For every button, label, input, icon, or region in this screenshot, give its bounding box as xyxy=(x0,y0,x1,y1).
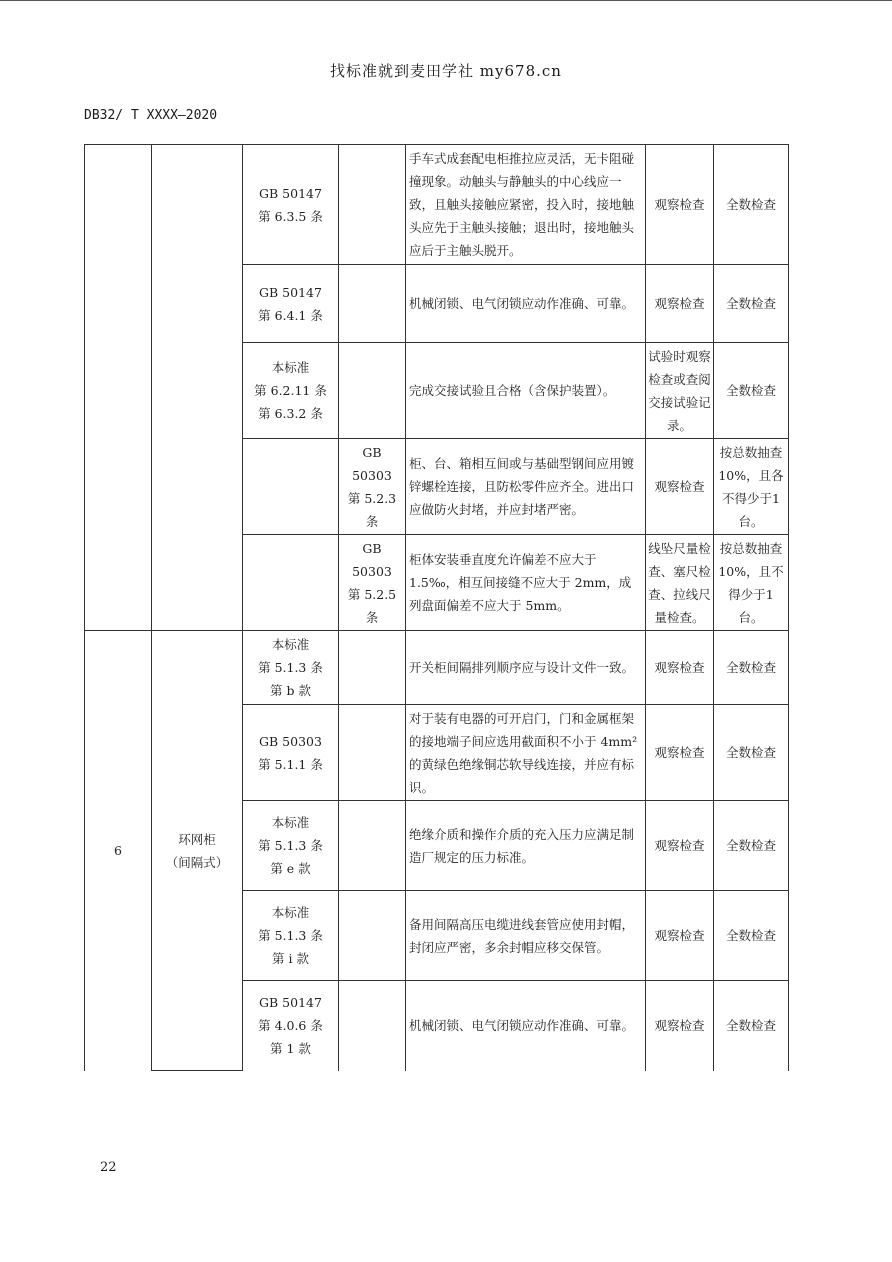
requirement-cell: 手车式成套配电柜推拉应灵活，无卡阻碰撞现象。动触头与静触头的中心线应一致，且触头接触应紧密，投入时，接地触头应先于主触头接触；退出时，接地触头应后于主触头脱开。 xyxy=(406,145,646,265)
quantity-cell: 全数检查 xyxy=(714,801,789,891)
method-cell: 观察检查 xyxy=(646,981,714,1071)
table-row xyxy=(85,145,789,265)
page-number: 22 xyxy=(100,1160,117,1175)
requirement-cell: 柜、台、箱相互间或与基础型钢间应用镀锌螺栓连接，且防松零件应齐全。进出口应做防火封堵，并应封堵严密。 xyxy=(406,439,646,535)
quantity-cell: 全数检查 xyxy=(714,631,789,705)
document-id: DB32/ T XXXX—2020 xyxy=(84,108,218,123)
quantity-cell: 按总数抽查10%，且各不得少于1台。 xyxy=(714,439,789,535)
basis-cell: 本标准 第 5.1.3 条 第 i 款 xyxy=(243,891,339,981)
requirement-cell: 机械闭锁、电气闭锁应动作准确、可靠。 xyxy=(406,981,646,1071)
requirement-cell: 机械闭锁、电气闭锁应动作准确、可靠。 xyxy=(406,265,646,343)
basis-cell: 本标准 第 6.2.11 条 第 6.3.2 条 xyxy=(243,343,339,439)
requirement-cell: 开关柜间隔排列顺序应与设计文件一致。 xyxy=(406,631,646,705)
inspection-table xyxy=(84,144,789,1071)
item-name-cell: 环网柜 （间隔式） xyxy=(152,631,243,1071)
basis-cell: 本标准 第 5.1.3 条 第 e 款 xyxy=(243,801,339,891)
basis2-cell: GB 50303 第 5.2.5 条 xyxy=(339,535,406,631)
basis2-cell xyxy=(339,705,406,801)
table-row xyxy=(85,631,789,705)
quantity-cell: 全数检查 xyxy=(714,981,789,1071)
quantity-cell: 全数检查 xyxy=(714,265,789,343)
basis2-cell xyxy=(339,265,406,343)
basis2-cell: GB 50303 第 5.2.3 条 xyxy=(339,439,406,535)
basis-cell: GB 50303 第 5.1.1 条 xyxy=(243,705,339,801)
method-cell: 观察检查 xyxy=(646,145,714,265)
quantity-cell: 全数检查 xyxy=(714,891,789,981)
method-cell: 观察检查 xyxy=(646,891,714,981)
basis2-cell xyxy=(339,145,406,265)
basis-cell: GB 50147 第 6.4.1 条 xyxy=(243,265,339,343)
method-cell: 试验时观察检查或查阅交接试验记录。 xyxy=(646,343,714,439)
watermark-header: 找标准就到麦田学社 my678.cn xyxy=(330,62,562,80)
basis2-cell xyxy=(339,631,406,705)
quantity-cell: 全数检查 xyxy=(714,343,789,439)
basis-cell: 本标准 第 5.1.3 条 第 b 款 xyxy=(243,631,339,705)
basis-cell: GB 50147 第 4.0.6 条 第 1 款 xyxy=(243,981,339,1071)
requirement-cell: 完成交接试验且合格（含保护装置）。 xyxy=(406,343,646,439)
quantity-cell: 全数检查 xyxy=(714,145,789,265)
requirement-cell: 备用间隔高压电缆进线套管应使用封帽，封闭应严密，多余封帽应移交保管。 xyxy=(406,891,646,981)
basis2-cell xyxy=(339,343,406,439)
requirement-cell: 对于装有电器的可开启门，门和金属框架的接地端子间应选用截面积不小于 4mm² 的黄绿色绝缘铜芯软导线连接，并应有标识。 xyxy=(406,705,646,801)
method-cell: 观察检查 xyxy=(646,705,714,801)
quantity-cell: 按总数抽查10%，且不得少于1台。 xyxy=(714,535,789,631)
method-cell: 观察检查 xyxy=(646,265,714,343)
basis-cell xyxy=(243,535,339,631)
basis2-cell xyxy=(339,891,406,981)
top-border-line xyxy=(0,0,892,1)
item-name-cell xyxy=(152,145,243,631)
requirement-cell: 柜体安装垂直度允许偏差不应大于1.5‰，相互间接缝不应大于 2mm，成列盘面偏差不应大于 5mm。 xyxy=(406,535,646,631)
method-cell: 观察检查 xyxy=(646,439,714,535)
basis-cell: GB 50147 第 6.3.5 条 xyxy=(243,145,339,265)
item-number-cell: 6 xyxy=(85,631,152,1071)
basis2-cell xyxy=(339,801,406,891)
method-cell: 观察检查 xyxy=(646,631,714,705)
quantity-cell: 全数检查 xyxy=(714,705,789,801)
method-cell: 线坠尺量检查、塞尺检查、拉线尺量检查。 xyxy=(646,535,714,631)
method-cell: 观察检查 xyxy=(646,801,714,891)
basis2-cell xyxy=(339,981,406,1071)
item-number-cell xyxy=(85,145,152,631)
requirement-cell: 绝缘介质和操作介质的充入压力应满足制造厂规定的压力标准。 xyxy=(406,801,646,891)
basis-cell xyxy=(243,439,339,535)
